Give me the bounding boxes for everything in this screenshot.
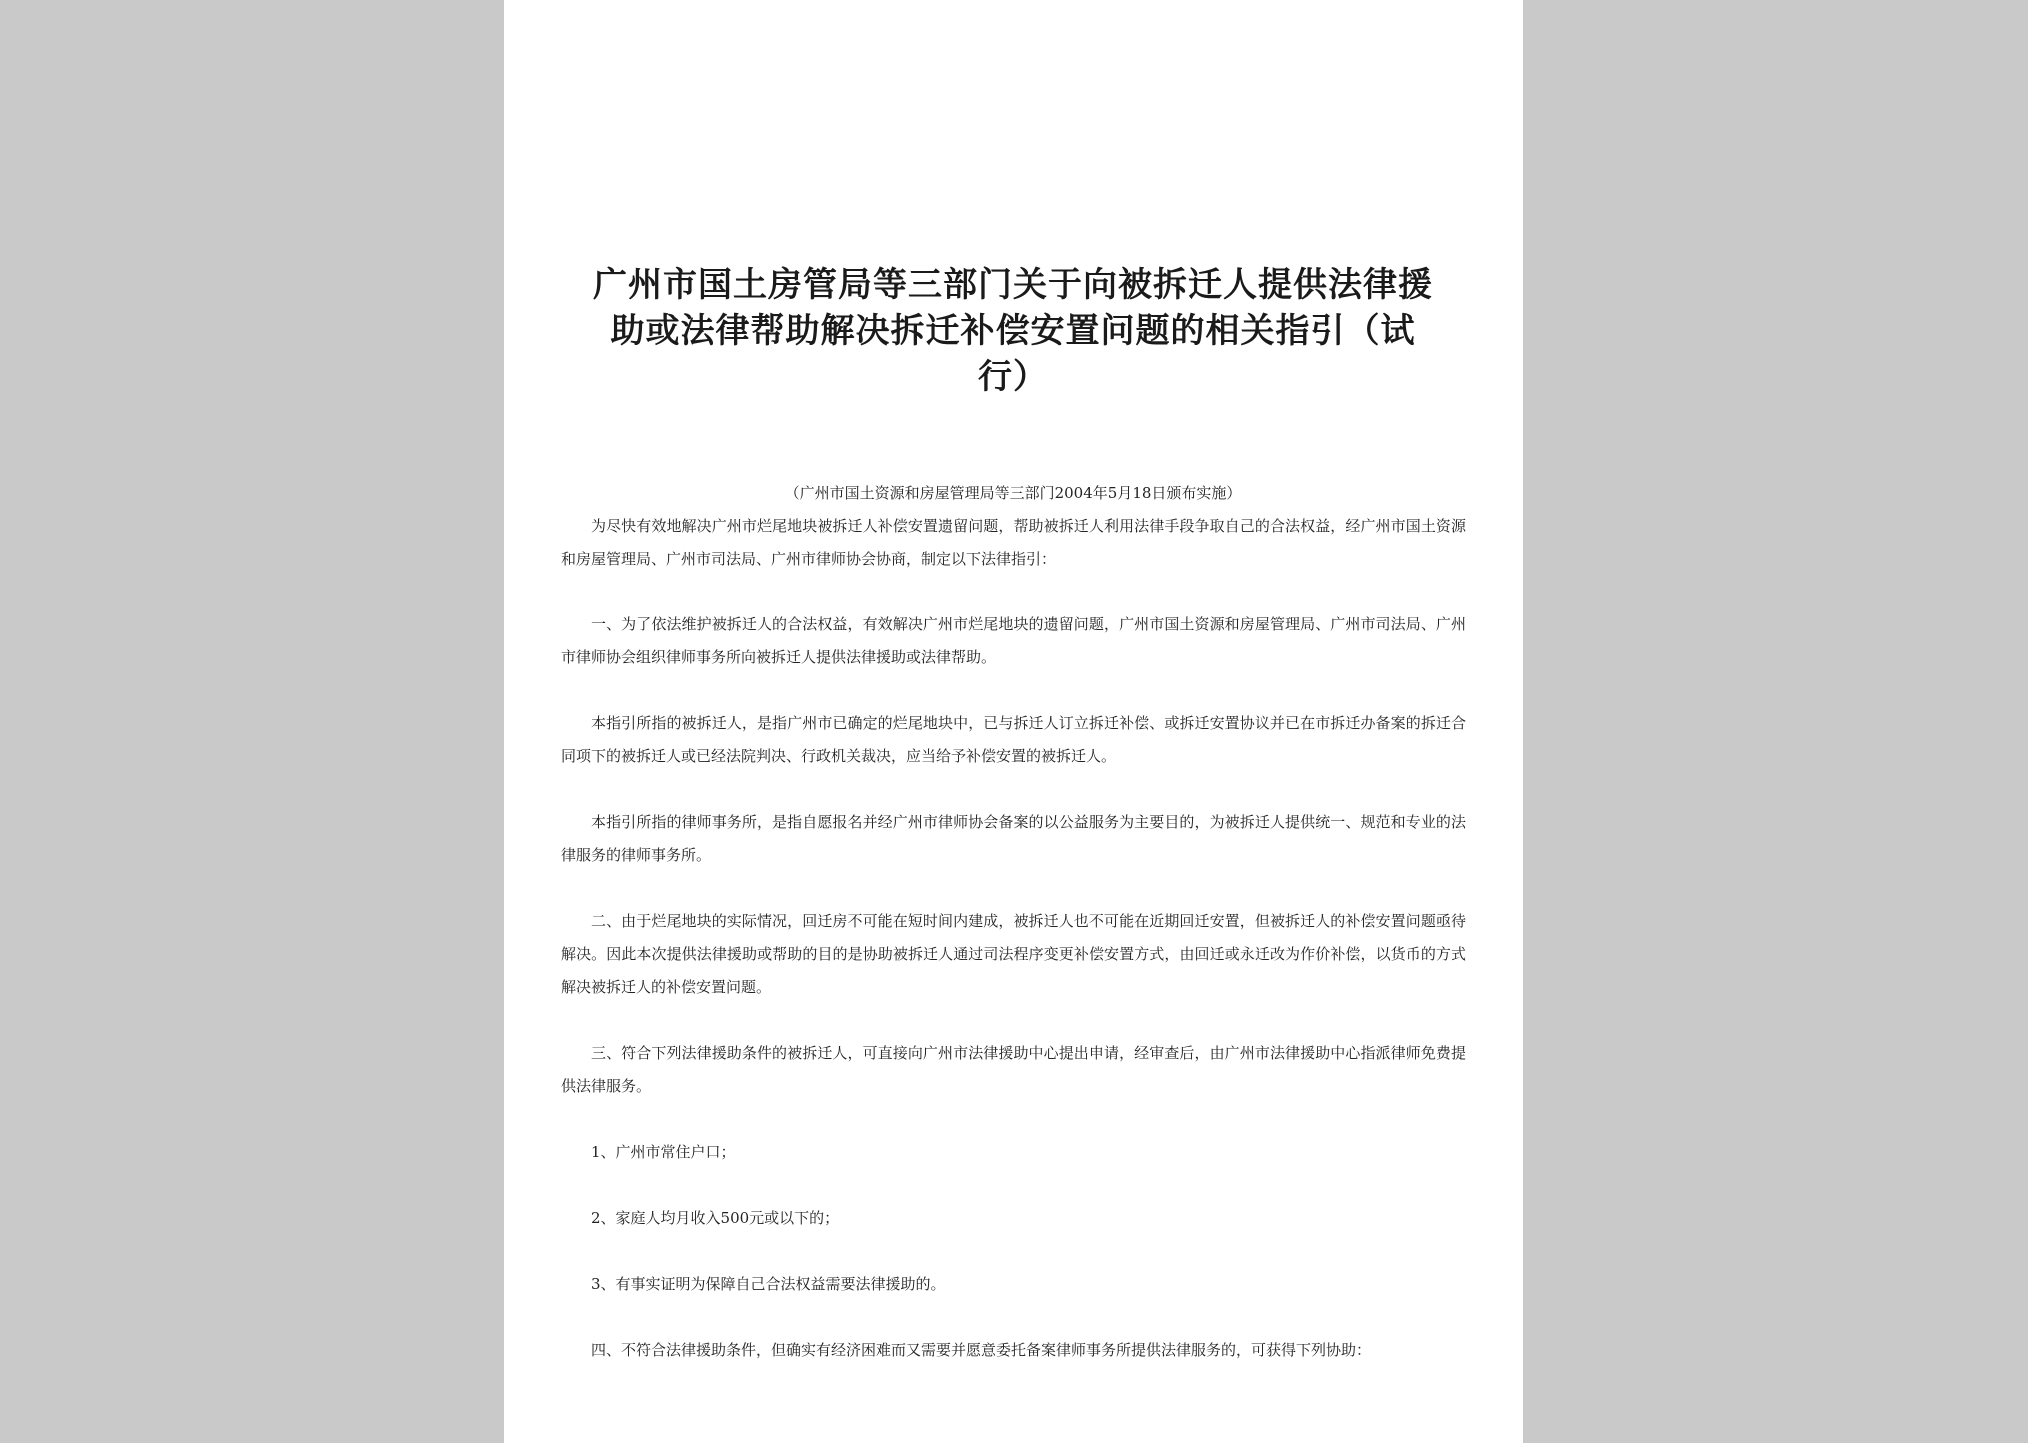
document-title [558,262,1468,400]
list-item-condition-1: 1、广州市常住户口； [591,1143,736,1161]
paragraph-section-2: 二、由于烂尾地块的实际情况，回迁房不可能在短时间内建成，被拆迁人也不可能在近期回迁安置，但被拆迁人的补偿安置问题亟待解决。因此本次提供法律援助或帮助的目的是协助被拆迁人通过司法程序变更补偿安置方式，由回迁或永迁改为作价补偿，以货币的方式解决被拆迁人的补偿安置问题。 [561,912,1466,996]
paragraph-section-3: 三、符合下列法律援助条件的被拆迁人，可直接向广州市法律援助中心提出申请，经审查后，由广州市法律援助中心指派律师免费提供法律服务。 [561,1044,1466,1095]
list-item-condition-3: 3、有事实证明为保障自己合法权益需要法律援助的。 [591,1275,946,1293]
document-page [504,0,1523,1443]
paragraph-section-4: 四、不符合法律援助条件，但确实有经济困难而又需要并愿意委托备案律师事务所提供法律服务的，可获得下列协助： [591,1341,1372,1359]
document-subtitle: （广州市国土资源和房屋管理局等三部门2004年5月18日颁布实施） [784,484,1242,502]
paragraph-section-1: 一、为了依法维护被拆迁人的合法权益，有效解决广州市烂尾地块的遗留问题，广州市国土资源和房屋管理局、广州市司法局、广州市律师协会组织律师事务所向被拆迁人提供法律援助或法律帮助。 [561,615,1466,666]
paragraph-intro: 为尽快有效地解决广州市烂尾地块被拆迁人补偿安置遗留问题，帮助被拆迁人利用法律手段争取自己的合法权益，经广州市国土资源和房屋管理局、广州市司法局、广州市律师协会协商，制定以下法律指引： [561,517,1466,568]
title-line: 行） [978,357,1048,397]
title-line: 助或法律帮助解决拆迁补偿安置问题的相关指引（试 [610,311,1416,351]
title-line: 广州市国土房管局等三部门关于向被拆迁人提供法律援 [593,265,1433,305]
list-item-condition-2: 2、家庭人均月收入500元或以下的； [591,1209,840,1227]
paragraph-definition-law-firm: 本指引所指的律师事务所，是指自愿报名并经广州市律师协会备案的以公益服务为主要目的，为被拆迁人提供统一、规范和专业的法律服务的律师事务所。 [561,813,1466,864]
paragraph-definition-relocatee: 本指引所指的被拆迁人，是指广州市已确定的烂尾地块中，已与拆迁人订立拆迁补偿、或拆迁安置协议并已在市拆迁办备案的拆迁合同项下的被拆迁人或已经法院判决、行政机关裁决，应当给予补偿安置的被拆迁人。 [561,714,1466,765]
